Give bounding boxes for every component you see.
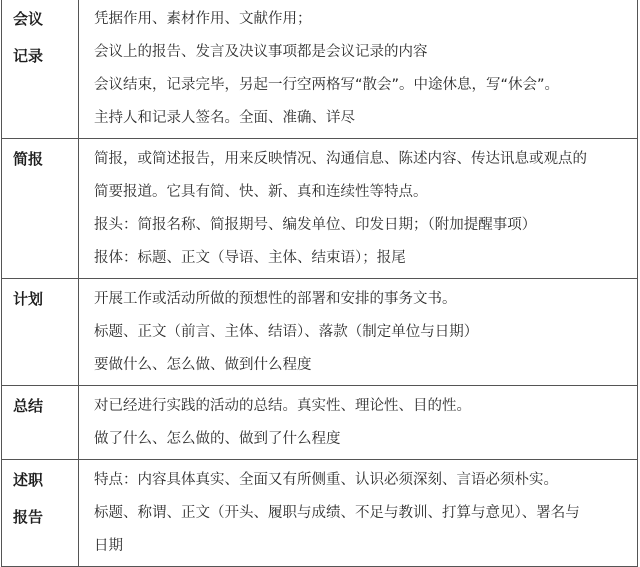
content-line: 会议上的报告、发言及决议事项都是会议记录的内容: [94, 44, 428, 60]
content-line: 日期: [94, 538, 123, 554]
table-row: [2, 0, 638, 139]
row-label: 计划: [13, 290, 44, 308]
table-row: [2, 279, 638, 386]
content-line: 主持人和记录人签名。全面、准确、详尽: [94, 110, 355, 126]
table-row: [2, 139, 638, 279]
content-line: 做了什么、怎么做的、做到了什么程度: [94, 431, 341, 447]
row-label: 简报: [13, 150, 44, 168]
row-content-cell: [79, 386, 638, 460]
row-content-cell: [79, 460, 638, 567]
row-label: 总结: [13, 397, 44, 415]
content-line: 报体：标题、正文（导语、主体、结束语）；报尾: [94, 250, 406, 266]
content-line: 标题、正文（前言、主体、结语）、落款（制定单位与日期）: [94, 324, 479, 340]
content-line: 标题、称谓、正文（开头、履职与成绩、不足与教训、打算与意见）、署名与: [94, 505, 580, 521]
row-label-cell: [2, 139, 79, 279]
content-line: 要做什么、怎么做、做到什么程度: [94, 357, 312, 373]
row-label-cell: [2, 386, 79, 460]
row-content-cell: [79, 279, 638, 386]
row-label-cell: [2, 279, 79, 386]
row-label: 会议: [13, 10, 44, 28]
content-line: 会议结束，记录完毕，另起一行空两格写“散会”。中途休息，写“休会”。: [94, 77, 560, 93]
row-label-cell: [2, 0, 79, 139]
content-line: 简要报道。它具有简、快、新、真和连续性等特点。: [94, 184, 428, 200]
row-label-cell: [2, 460, 79, 567]
content-line: 对已经进行实践的活动的总结。真实性、理论性、目的性。: [94, 398, 471, 414]
content-line: 报头：简报名称、简报期号、编发单位、印发日期；（附加提醒事项）: [94, 217, 537, 233]
table-row: [2, 386, 638, 460]
row-label: 记录: [13, 47, 44, 65]
document-table: [1, 0, 638, 567]
row-content-cell: [79, 139, 638, 279]
content-line: 特点：内容具体真实、全面又有所侧重、认识必须深刻、言语必须朴实。: [94, 472, 558, 488]
table-row: [2, 460, 638, 567]
row-label: 报告: [13, 508, 44, 526]
row-label: 述职: [13, 471, 44, 489]
content-line: 简报，或简述报告，用来反映情况、沟通信息、陈述内容、传达讯息或观点的: [94, 151, 587, 167]
row-content-cell: [79, 0, 638, 139]
content-line: 凭据作用、素材作用、文献作用；: [94, 11, 312, 27]
content-line: 开展工作或活动所做的预想性的部署和安排的事务文书。: [94, 291, 457, 307]
